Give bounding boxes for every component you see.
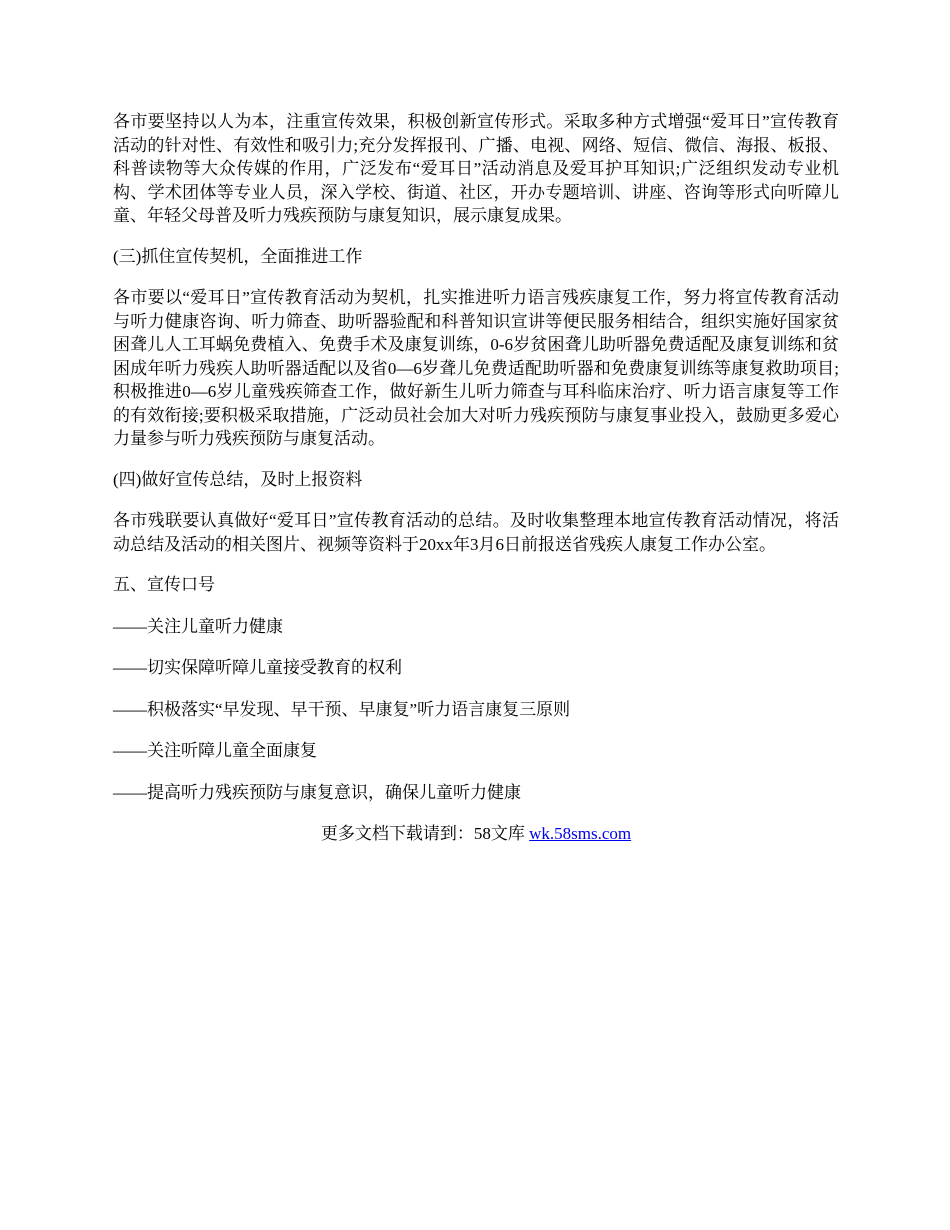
paragraph-publicity-forms: 各市要坚持以人为本，注重宣传效果，积极创新宣传形式。采取多种方式增强“爱耳日”宣传教育活动的针对性、有效性和吸引力;充分发挥报刊、广播、电视、网络、短信、微信、海报、板报、科普读物等大众传媒的作用，广泛发布“爱耳日”活动消息及爱耳护耳知识;广泛组织发动专业机构、学术团体等专业人员，深入学校、街道、社区，开办专题培训、讲座、咨询等形式向听障儿童、年轻父母普及听力残疾预防与康复知识，展示康复成果。 [113, 112, 839, 225]
footer-text: 更多文档下载请到：58文库 [320, 824, 530, 843]
slogan-item: ——关注听障儿童全面康复 [113, 741, 317, 760]
paragraph-summary-report: 各市残联要认真做好“爱耳日”宣传教育活动的总结。及时收集整理本地宣传教育活动情况，将活动总结及活动的相关图片、视频等资料于20xx年3月6日前报送省残疾人康复工作办公室。 [113, 511, 839, 554]
slogan-item: ——切实保障听障儿童接受教育的权利 [113, 658, 402, 677]
slogan-item: ——关注儿童听力健康 [113, 616, 283, 636]
document-body [113, 110, 839, 846]
slogan-item: ——提高听力残疾预防与康复意识，确保儿童听力健康 [113, 782, 521, 802]
paragraph-promote-work: 各市要以“爱耳日”宣传教育活动为契机，扎实推进听力语言残疾康复工作，努力将宣传教育活动与听力健康咨询、听力筛查、助听器验配和科普知识宣讲等便民服务相结合，组织实施好国家贫困聋儿人工耳蜗免费植入、免费手术及康复训练，0-6岁贫困聋儿助听器免费适配及康复训练和贫困成年听力残疾人助听器适配以及省0—6岁聋儿免费适配助听器和免费康复训练等康复救助项目;积极推进0—6岁儿童残疾筛查工作，做好新生儿听力筛查与耳科临床治疗、听力语言康复等工作的有效衔接;要积极采取措施，广泛动员社会加大对听力残疾预防与康复事业投入，鼓励更多爱心力量参与听力残疾预防与康复活动。 [113, 288, 839, 448]
footer [113, 822, 839, 846]
footer-link[interactable]: wk.58sms.com [529, 824, 632, 843]
slogan-item: ——积极落实“早发现、早干预、早康复”听力语言康复三原则 [113, 699, 571, 719]
section-heading-4: (四)做好宣传总结，及时上报资料 [113, 469, 363, 489]
section-heading-3: (三)抓住宣传契机，全面推进工作 [113, 246, 363, 266]
slogan-list [113, 615, 839, 805]
section-heading-5: 五、宣传口号 [113, 575, 215, 594]
